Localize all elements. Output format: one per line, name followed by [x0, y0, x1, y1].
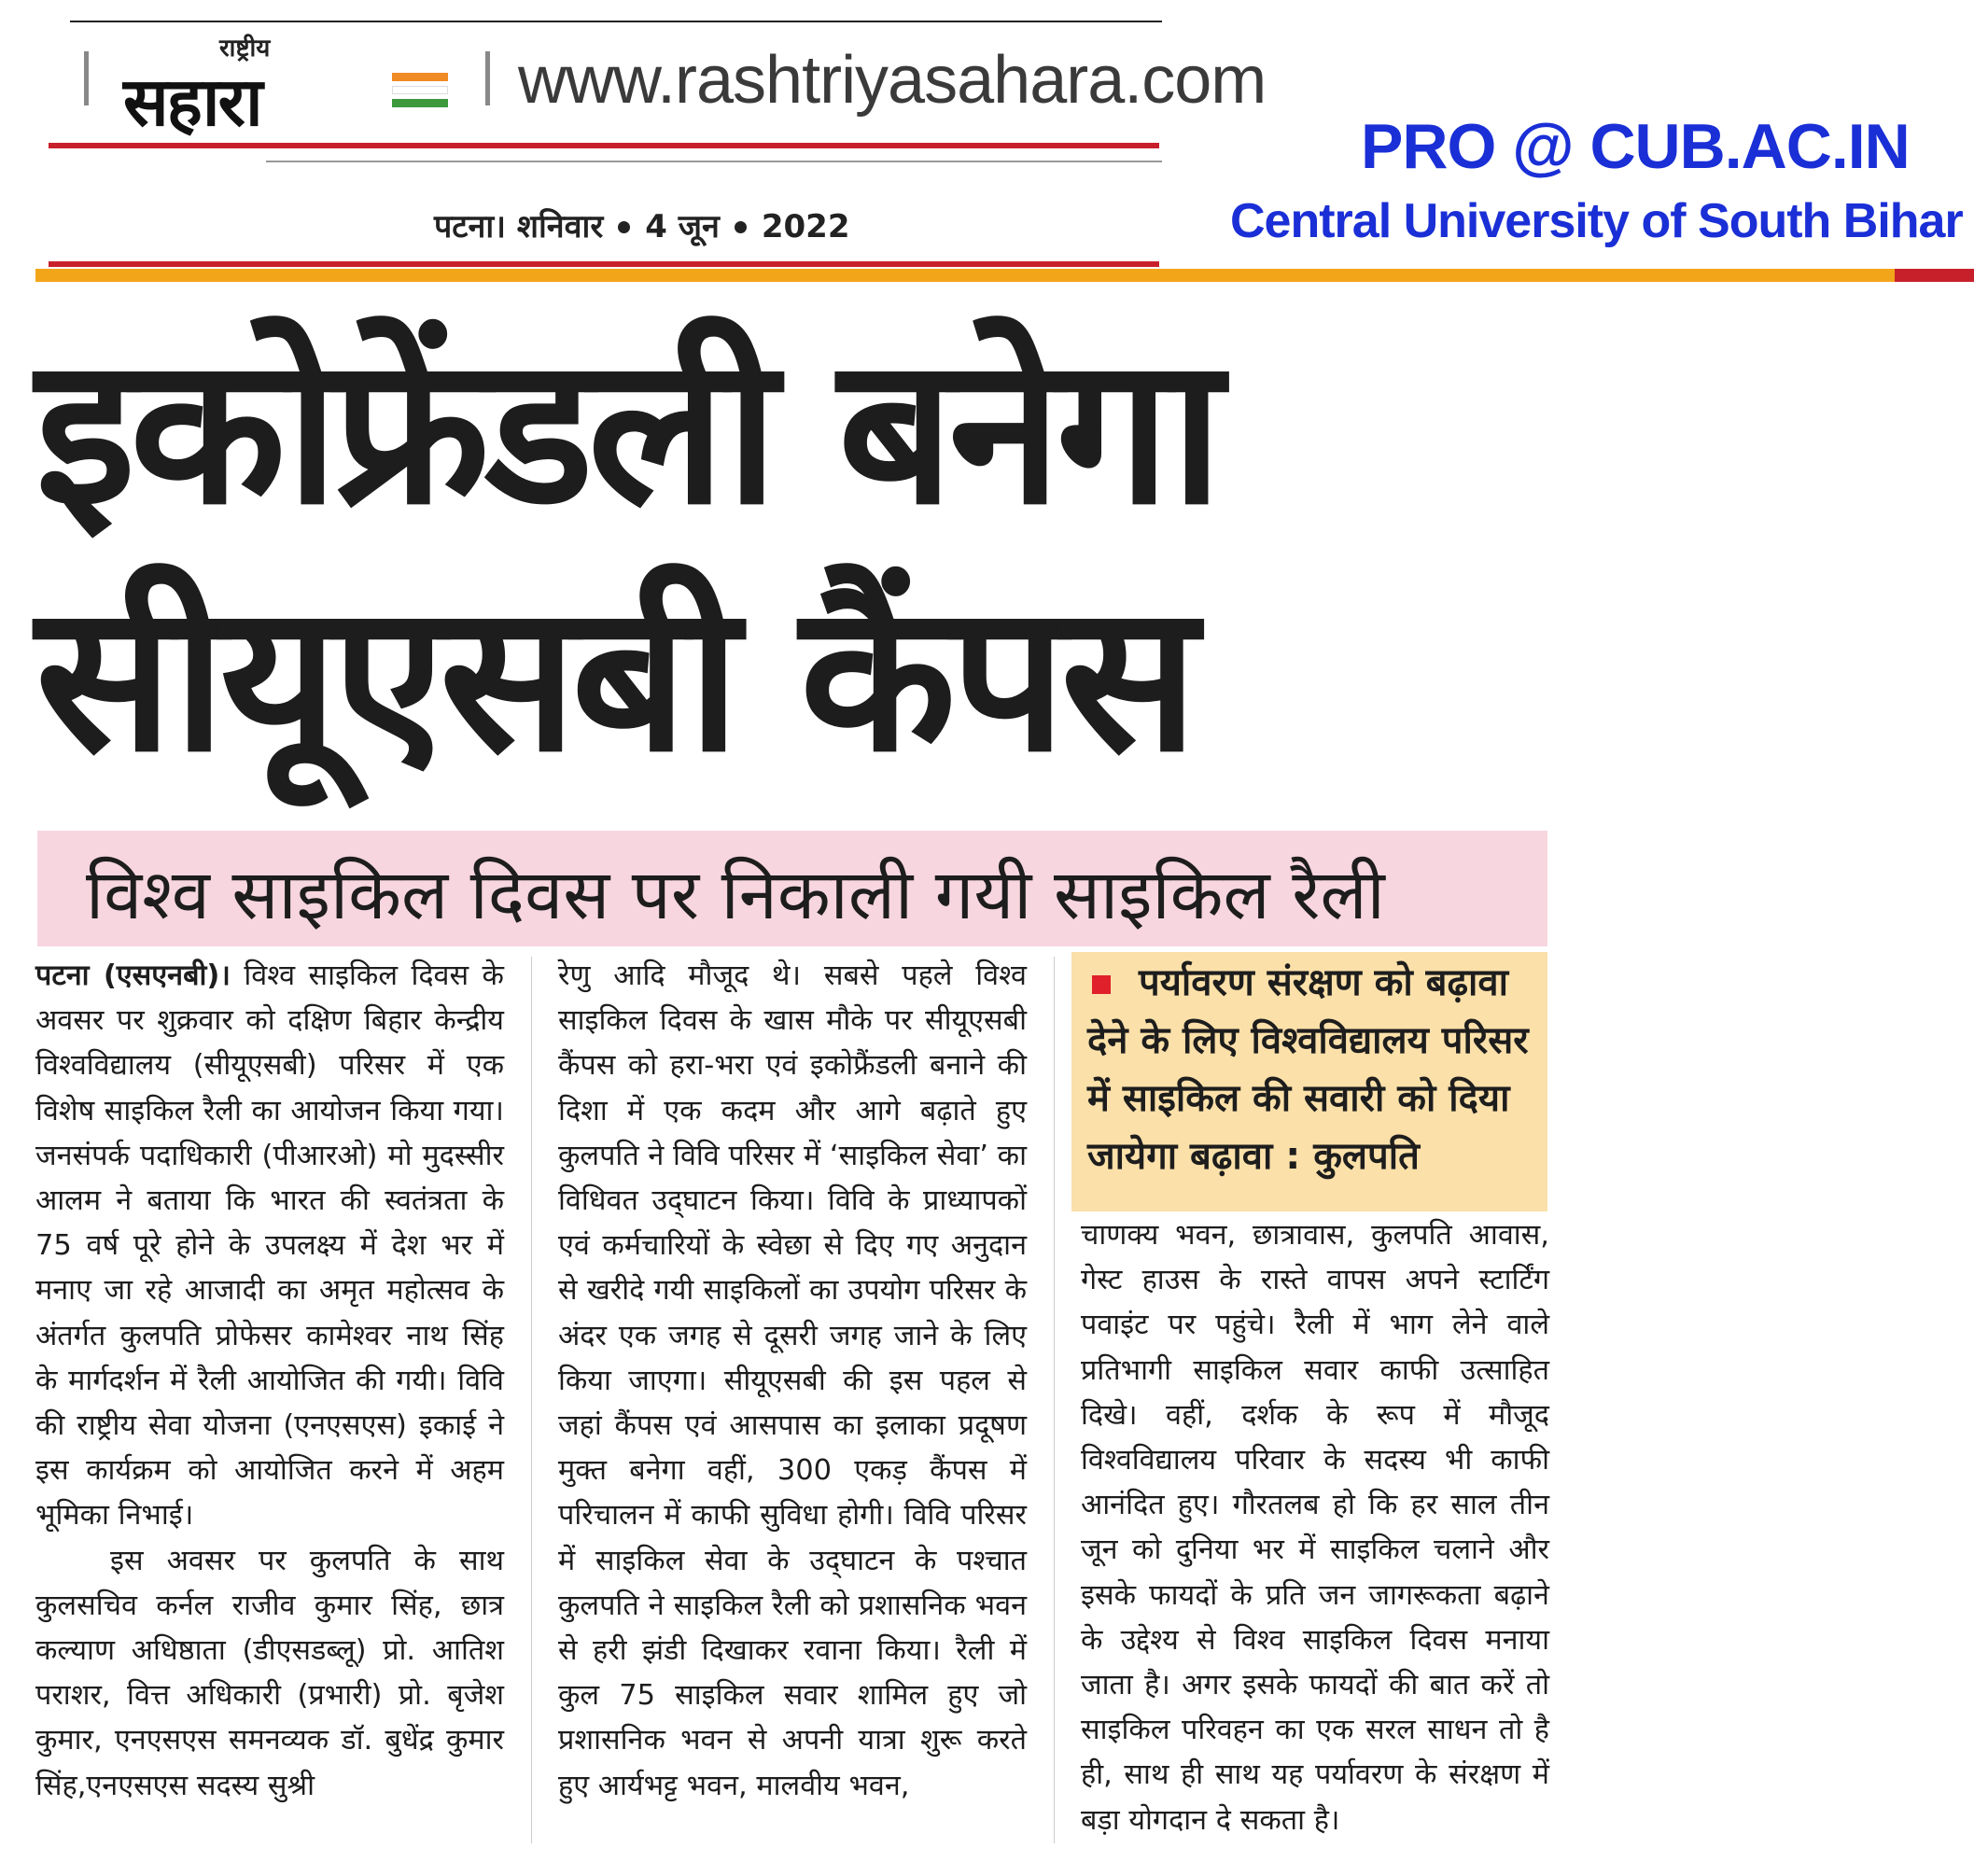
article-paragraph	[35, 954, 504, 1539]
masthead-separator	[84, 51, 89, 105]
dateline-day: 4 जून	[645, 208, 720, 245]
article-paragraph: चाणक्य भवन, छात्रावास, कुलपति आवास, गेस्ट हाउस के रास्ते वापस अपने स्टार्टिंग पवाइंट पर पहुंचे। रैली में भाग लेने वाले प्रतिभागी साइकिल सवार काफी उत्साहित दिखे। वहीं, दर्शक के रूप में मौजूद विश्वविद्यालय परिवार के सदस्य भी काफी आनंदित हुए। गौरतलब हो कि हर साल तीन जून को दुनिया भर में साइकिल चलाने और इसके फायदों के प्रति जन जागरूकता बढ़ाने के उद्देश्य से विश्व साइकिल दिवस मनाया जाता है। अगर इसके फायदों की बात करें तो साइकिल परिवहन का एक सरल साधन तो है ही, साथ ही साथ यह पर्यावरण के संरक्षण में बड़ा योगदान दे सकता है।	[1081, 1219, 1549, 1837]
band-red-accent	[1895, 269, 1974, 282]
masthead-red-rule	[49, 143, 1159, 148]
dateline-year: 2022	[761, 208, 850, 245]
pro-email: PRO @ CUB.AC.IN	[1361, 111, 1910, 182]
article-column-3	[1081, 1213, 1549, 1843]
headline-line-1: इकोफ्रेंडली बनेगा	[35, 314, 1218, 550]
logo-tagline: राष्ट्रीय	[219, 35, 271, 63]
byline: पटना (एसएनबी)।	[35, 959, 231, 992]
article-column-1	[35, 954, 504, 1809]
column-divider	[1054, 957, 1055, 1843]
bullet-dot-icon	[618, 221, 630, 233]
masthead-grey-rule	[266, 161, 1162, 162]
column-divider	[531, 957, 532, 1843]
website-url: www.rashtriyasahara.com	[518, 43, 1267, 118]
article-paragraph: इस अवसर पर कुलपति के साथ कुलसचिव कर्नल राजीव कुमार सिंह, छात्र कल्याण अधिष्ठाता (डीएसडब्लू) प्रो. आतिश पराशर, वित्त अधिकारी (प्रभारी) प्रो. बृजेश कुमार, एनएसएस समनव्यक डॉ. बुधेंद्र कुमार सिंह,एनएसएस सदस्य सुश्री	[35, 1544, 504, 1802]
article-column-2	[558, 954, 1027, 1809]
dateline-city: पटना। शनिवार	[434, 208, 604, 245]
masthead-top-rule	[70, 21, 1162, 22]
bullet-dot-icon	[735, 221, 747, 233]
band-red-rule	[49, 261, 1159, 267]
masthead-separator	[485, 51, 490, 105]
university-name: Central University of South Bihar	[1230, 194, 1963, 248]
dateline	[434, 203, 850, 246]
logo-flag-icon	[392, 73, 448, 112]
band-orange-rule	[35, 269, 1967, 282]
paragraph-text: विश्व साइकिल दिवस के अवसर पर शुक्रवार को दक्षिण बिहार केन्द्रीय विश्वविद्यालय (सीयूएसबी) परिसर में एक विशेष साइकिल रैली का आयोजन किया गया। जनसंपर्क पदाधिकारी (पीआरओ) मो मुदस्सीर आलम ने बताया कि भारत की स्वतंत्रता के 75 वर्ष पूरे होने के उपलक्ष्य में देश भर में मनाए जा रहे आजादी का अमृत महोत्सव के अंतर्गत कुलपति प्रोफेसर कामेश्वर नाथ सिंह के मार्गदर्शन में रैली आयोजित की गयी। विवि की राष्ट्रीय सेवा योजना (एनएसएस) इकाई ने इस कार्यक्रम को आयोजित करने में अहम भूमिका निभाई।	[35, 959, 504, 1533]
newspaper-logo: सहारा	[123, 63, 261, 141]
article-paragraph: रेणु आदि मौजूद थे। सबसे पहले विश्व साइकिल दिवस के खास मौके पर सीयूएसबी कैंपस को हरा-भरा एवं इकोफ्रैंडली बनाने की दिशा में एक कदम और आगे बढ़ाते हुए कुलपति ने विवि परिसर में ‘साइकिल सेवा’ का विधिवत उद्‌घाटन किया। विवि के प्राध्यापकों एवं कर्मचारियों के स्वेछा से दिए गए अनुदान से खरीदे गयी साइकिलों का उपयोग परिसर के अंदर एक जगह से दूसरी जगह जाने के लिए किया जाएगा। सीयूएसबी की इस पहल से जहां कैंपस एवं आसपास का इलाका प्रदूषण मुक्त बनेगा वहीं, 300 एकड़ कैंपस में परिचालन में काफी सुविधा होगी। विवि परिसर में साइकिल सेवा के उद्‌घाटन के पश्चात कुलपति ने साइकिल रैली को प्रशासनिक भवन से हरी झंडी दिखाकर रवाना किया। रैली में कुल 75 साइकिल सवार शामिल हुए जो प्रशासनिक भवन से अपनी यात्रा शुरू करते हुए आर्यभट्ट भवन, मालवीय भवन,	[558, 959, 1027, 1802]
headline-line-2: सीयूएसबी कैंपस	[35, 561, 1193, 797]
highlight-quote: पर्यावरण संरक्षण को बढ़ावा देने के लिए विश्वविद्यालय परिसर में साइकिल की सवारी को दिया जायेगा बढ़ावा : कुलपति	[1087, 961, 1529, 1178]
subheadline: विश्व साइकिल दिवस पर निकाली गयी साइकिल रैली	[86, 855, 1385, 935]
headline	[35, 308, 1566, 803]
